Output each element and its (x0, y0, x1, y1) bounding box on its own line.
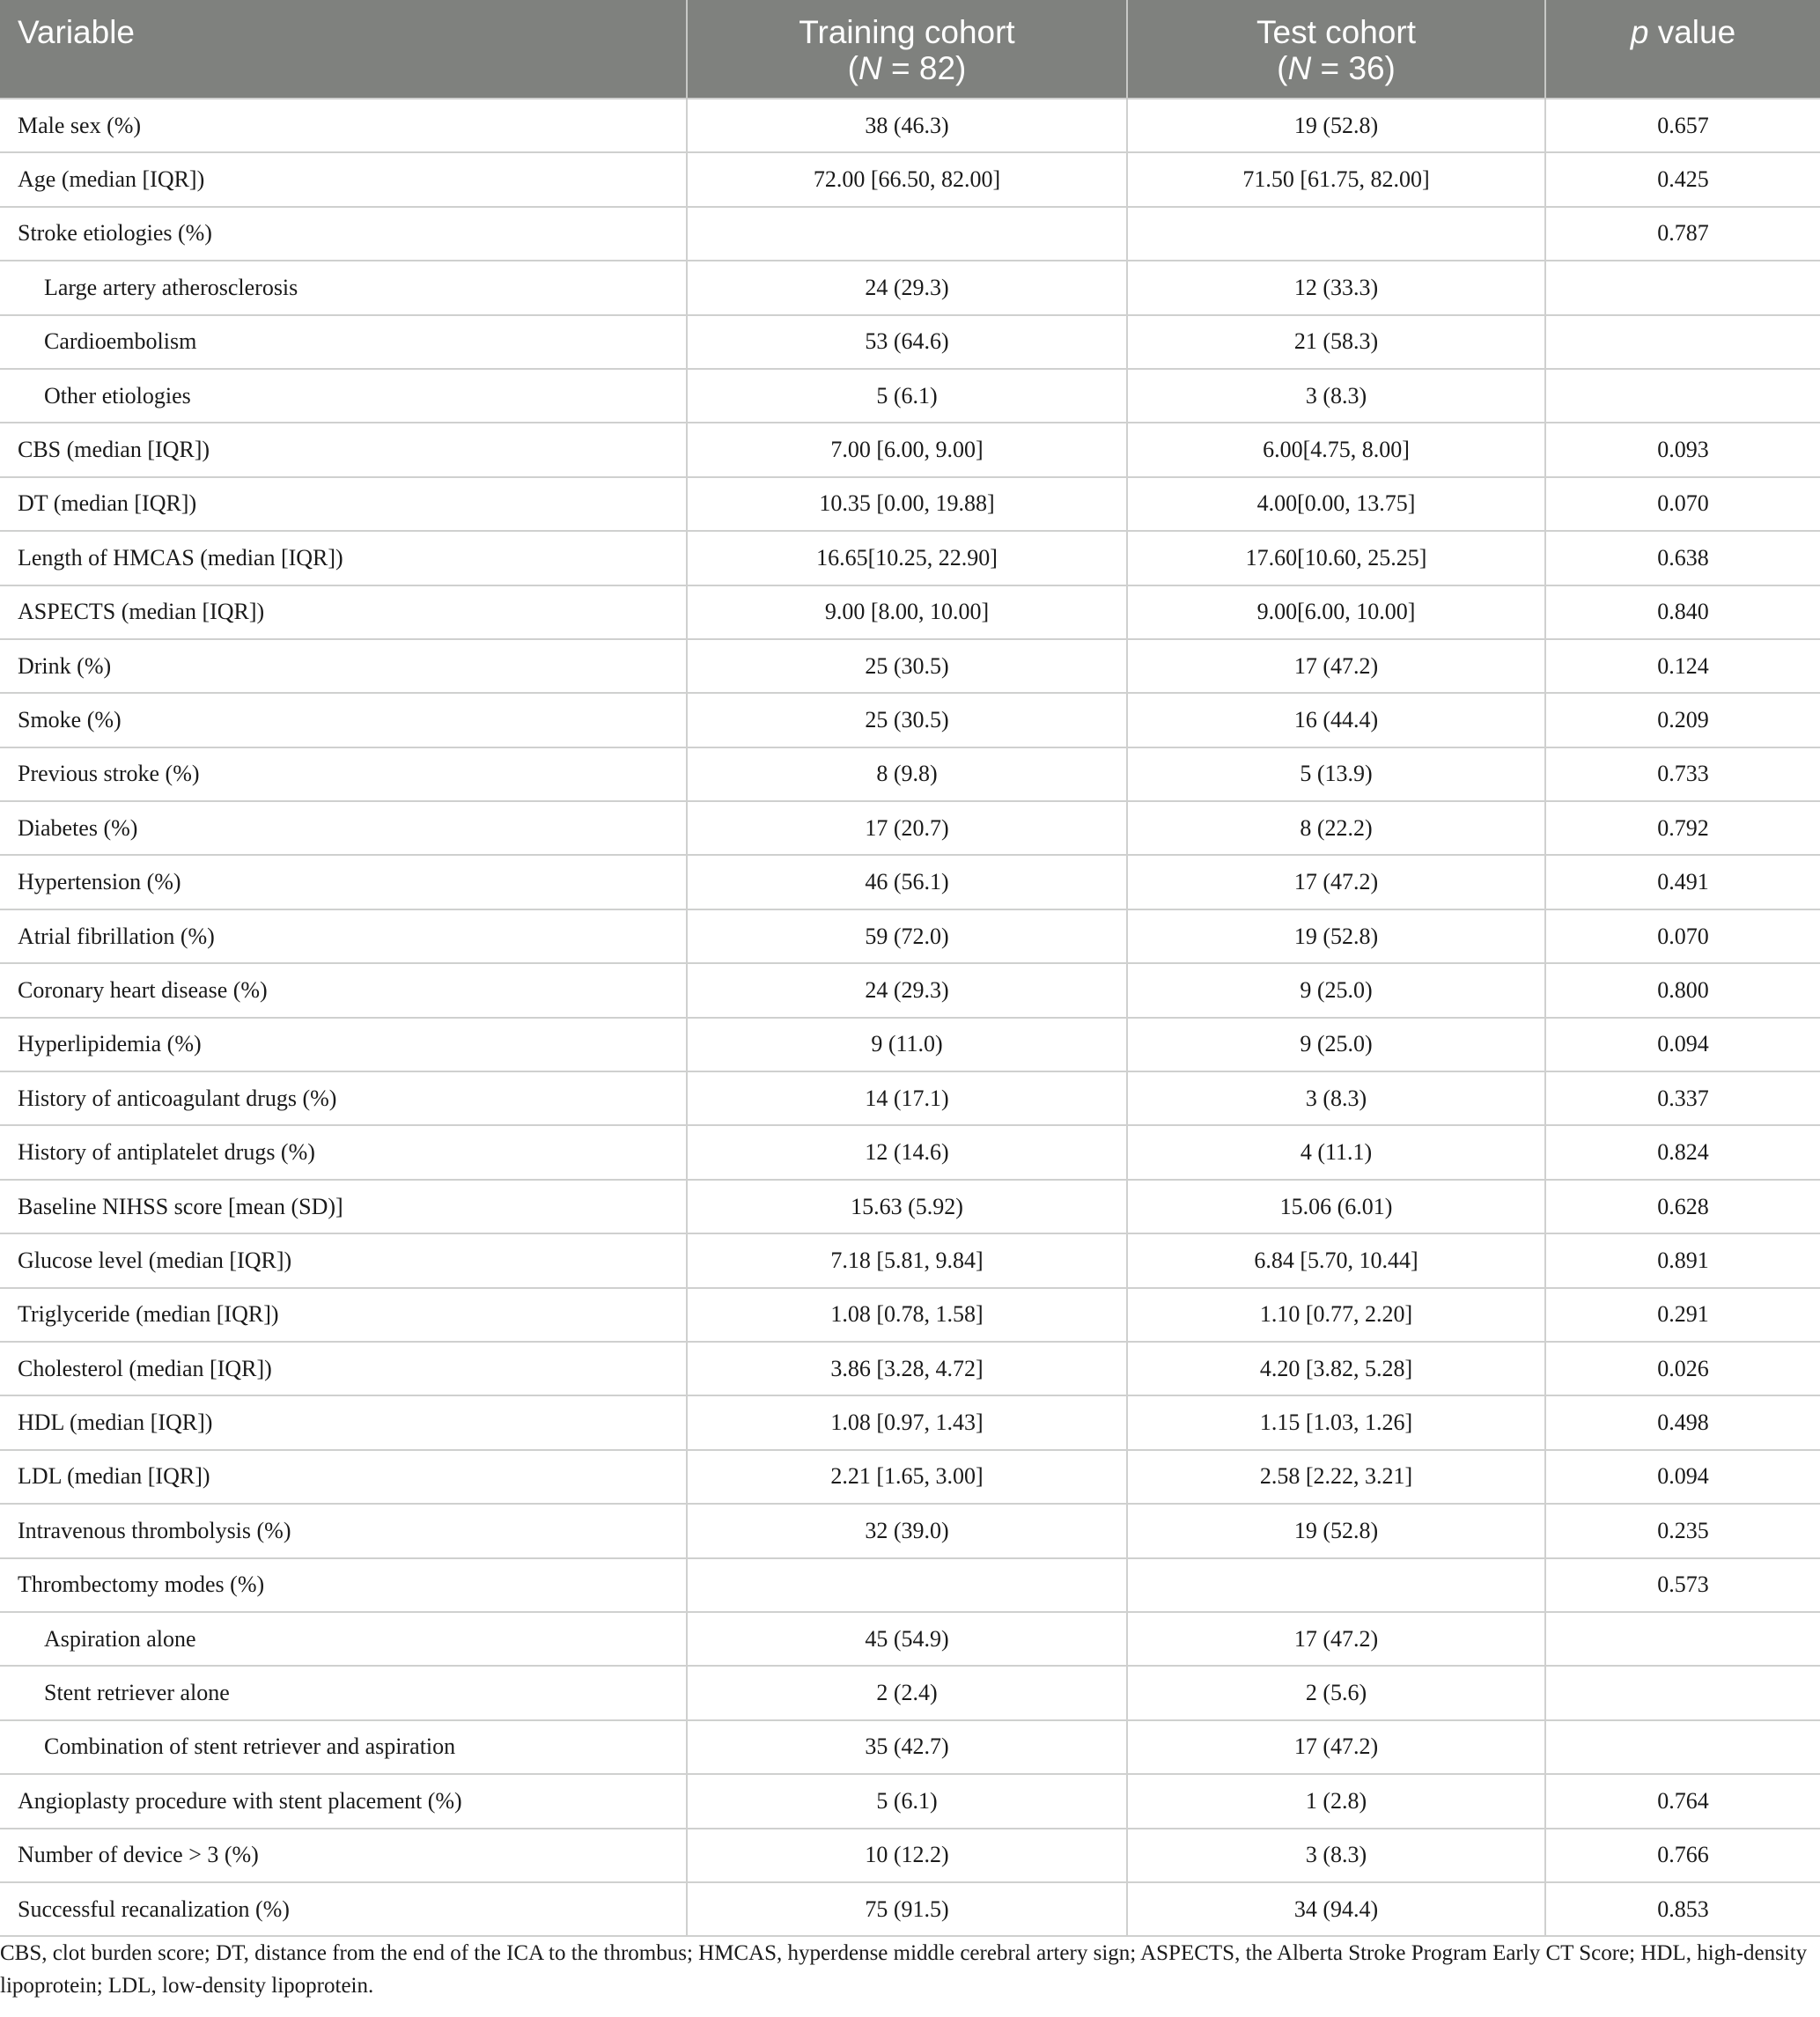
cell-test-cohort: 4.20 [3.82, 5.28] (1127, 1342, 1545, 1395)
cell-variable: Age (median [IQR]) (0, 152, 687, 206)
cell-test-cohort: 5 (13.9) (1127, 747, 1545, 801)
cell-p-value: 0.026 (1545, 1342, 1820, 1395)
cell-training-cohort: 25 (30.5) (687, 693, 1127, 747)
cell-test-cohort: 17.60[10.60, 25.25] (1127, 531, 1545, 585)
cell-training-cohort: 16.65[10.25, 22.90] (687, 531, 1127, 585)
cell-p-value: 0.094 (1545, 1450, 1820, 1504)
cell-test-cohort: 8 (22.2) (1127, 801, 1545, 855)
cell-p-value: 0.787 (1545, 207, 1820, 261)
cell-training-cohort: 14 (17.1) (687, 1071, 1127, 1125)
cell-test-cohort: 1 (2.8) (1127, 1774, 1545, 1828)
table-row (0, 1288, 1820, 1342)
cell-variable: Stent retriever alone (0, 1666, 687, 1719)
cell-variable: Diabetes (%) (0, 801, 687, 855)
header-test-cohort (1127, 0, 1545, 99)
table-row (0, 1018, 1820, 1071)
cell-p-value: 0.094 (1545, 1018, 1820, 1071)
cell-training-cohort: 5 (6.1) (687, 1774, 1127, 1828)
table-row (0, 207, 1820, 261)
cell-test-cohort (1127, 1558, 1545, 1612)
cell-p-value: 0.824 (1545, 1125, 1820, 1179)
cell-training-cohort: 10.35 [0.00, 19.88] (687, 477, 1127, 531)
cell-training-cohort: 45 (54.9) (687, 1612, 1127, 1666)
cell-training-cohort: 8 (9.8) (687, 747, 1127, 801)
cell-test-cohort: 19 (52.8) (1127, 99, 1545, 152)
cell-test-cohort: 2.58 [2.22, 3.21] (1127, 1450, 1545, 1504)
cell-p-value: 0.491 (1545, 855, 1820, 909)
cell-p-value (1545, 1720, 1820, 1774)
table-row (0, 1504, 1820, 1557)
table-row (0, 855, 1820, 909)
header-test-n-suffix: = 36) (1311, 50, 1396, 86)
cell-variable: Cholesterol (median [IQR]) (0, 1342, 687, 1395)
cell-test-cohort: 15.06 (6.01) (1127, 1180, 1545, 1233)
cell-variable: Coronary heart disease (%) (0, 963, 687, 1017)
cell-p-value: 0.235 (1545, 1504, 1820, 1557)
cell-test-cohort: 1.10 [0.77, 2.20] (1127, 1288, 1545, 1342)
cell-training-cohort: 35 (42.7) (687, 1720, 1127, 1774)
cell-test-cohort: 6.00[4.75, 8.00] (1127, 423, 1545, 476)
cell-variable: Drink (%) (0, 639, 687, 693)
header-training-label: Training cohort (799, 14, 1015, 50)
table-row (0, 369, 1820, 423)
cell-p-value: 0.124 (1545, 639, 1820, 693)
cell-p-value: 0.093 (1545, 423, 1820, 476)
cell-variable: Smoke (%) (0, 693, 687, 747)
cell-p-value: 0.764 (1545, 1774, 1820, 1828)
cell-variable: Hypertension (%) (0, 855, 687, 909)
cell-test-cohort: 6.84 [5.70, 10.44] (1127, 1233, 1545, 1287)
cell-training-cohort: 75 (91.5) (687, 1882, 1127, 1936)
header-test-n-italic: N (1287, 50, 1312, 86)
cell-training-cohort: 32 (39.0) (687, 1504, 1127, 1557)
table-row (0, 585, 1820, 639)
cell-variable: Large artery atherosclerosis (0, 261, 687, 314)
cell-p-value: 0.657 (1545, 99, 1820, 152)
table-row (0, 152, 1820, 206)
cell-p-value: 0.070 (1545, 909, 1820, 963)
cell-training-cohort: 7.18 [5.81, 9.84] (687, 1233, 1127, 1287)
cell-test-cohort: 17 (47.2) (1127, 639, 1545, 693)
cell-test-cohort: 4.00[0.00, 13.75] (1127, 477, 1545, 531)
cell-variable: Angioplasty procedure with stent placement (%) (0, 1774, 687, 1828)
header-row (0, 0, 1820, 99)
cell-test-cohort: 1.15 [1.03, 1.26] (1127, 1395, 1545, 1449)
cell-variable: DT (median [IQR]) (0, 477, 687, 531)
cell-p-value (1545, 1666, 1820, 1719)
table-row (0, 1558, 1820, 1612)
cell-variable: Stroke etiologies (%) (0, 207, 687, 261)
table-row (0, 801, 1820, 855)
cell-training-cohort: 46 (56.1) (687, 855, 1127, 909)
header-training-n-suffix: = 82) (881, 50, 967, 86)
table-row (0, 99, 1820, 152)
cell-p-value: 0.792 (1545, 801, 1820, 855)
cell-test-cohort: 9 (25.0) (1127, 963, 1545, 1017)
cell-variable: LDL (median [IQR]) (0, 1450, 687, 1504)
table-row (0, 1395, 1820, 1449)
cell-p-value: 0.733 (1545, 747, 1820, 801)
cell-training-cohort: 24 (29.3) (687, 261, 1127, 314)
cell-test-cohort: 34 (94.4) (1127, 1882, 1545, 1936)
cell-variable: ASPECTS (median [IQR]) (0, 585, 687, 639)
cell-test-cohort: 17 (47.2) (1127, 855, 1545, 909)
cell-variable: Glucose level (median [IQR]) (0, 1233, 687, 1287)
cell-p-value: 0.628 (1545, 1180, 1820, 1233)
cell-p-value: 0.425 (1545, 152, 1820, 206)
cell-test-cohort: 9 (25.0) (1127, 1018, 1545, 1071)
cell-training-cohort: 1.08 [0.97, 1.43] (687, 1395, 1127, 1449)
cell-test-cohort: 16 (44.4) (1127, 693, 1545, 747)
table-row (0, 1882, 1820, 1936)
table-row (0, 531, 1820, 585)
table-row (0, 315, 1820, 369)
cell-training-cohort: 10 (12.2) (687, 1829, 1127, 1882)
cell-p-value (1545, 369, 1820, 423)
cell-training-cohort: 12 (14.6) (687, 1125, 1127, 1179)
table-row (0, 1233, 1820, 1287)
cell-p-value: 0.209 (1545, 693, 1820, 747)
cell-test-cohort: 17 (47.2) (1127, 1612, 1545, 1666)
cell-p-value: 0.638 (1545, 531, 1820, 585)
table-row (0, 639, 1820, 693)
cell-p-value: 0.291 (1545, 1288, 1820, 1342)
header-training-n-prefix: ( (847, 50, 858, 86)
cell-training-cohort: 24 (29.3) (687, 963, 1127, 1017)
cell-test-cohort: 3 (8.3) (1127, 1071, 1545, 1125)
cell-p-value (1545, 315, 1820, 369)
cell-variable: Aspiration alone (0, 1612, 687, 1666)
table-row (0, 1125, 1820, 1179)
cell-test-cohort: 17 (47.2) (1127, 1720, 1545, 1774)
cell-variable: Length of HMCAS (median [IQR]) (0, 531, 687, 585)
cell-test-cohort: 21 (58.3) (1127, 315, 1545, 369)
table-row (0, 747, 1820, 801)
cell-variable: HDL (median [IQR]) (0, 1395, 687, 1449)
cell-variable: Triglyceride (median [IQR]) (0, 1288, 687, 1342)
cell-variable: Male sex (%) (0, 99, 687, 152)
header-training-cohort (687, 0, 1127, 99)
cell-variable: Hyperlipidemia (%) (0, 1018, 687, 1071)
table-row (0, 1666, 1820, 1719)
table-footnote: CBS, clot burden score; DT, distance from the end of the ICA to the thrombus; HMCAS, hyperdense middle cerebral artery sign; ASPECTS, the Alberta Stroke Program Early CT Score; HDL, high-density lipoprotein; LDL, low-density lipoprotein. (0, 1941, 1808, 1998)
cell-training-cohort: 38 (46.3) (687, 99, 1127, 152)
cell-variable: Other etiologies (0, 369, 687, 423)
cell-variable: Successful recanalization (%) (0, 1882, 687, 1936)
table-row (0, 1450, 1820, 1504)
cell-variable: Intravenous thrombolysis (%) (0, 1504, 687, 1557)
cell-p-value: 0.891 (1545, 1233, 1820, 1287)
cell-variable: Thrombectomy modes (%) (0, 1558, 687, 1612)
cell-p-value: 0.337 (1545, 1071, 1820, 1125)
cell-variable: Baseline NIHSS score [mean (SD)] (0, 1180, 687, 1233)
header-p-value (1545, 0, 1820, 99)
cell-training-cohort (687, 207, 1127, 261)
cell-test-cohort: 71.50 [61.75, 82.00] (1127, 152, 1545, 206)
cell-test-cohort: 2 (5.6) (1127, 1666, 1545, 1719)
cell-training-cohort: 25 (30.5) (687, 639, 1127, 693)
header-variable-label: Variable (18, 14, 136, 50)
table-row (0, 1612, 1820, 1666)
table-row (0, 1071, 1820, 1125)
table-row (0, 1829, 1820, 1882)
cell-variable: Atrial fibrillation (%) (0, 909, 687, 963)
cell-test-cohort: 3 (8.3) (1127, 1829, 1545, 1882)
cell-test-cohort: 12 (33.3) (1127, 261, 1545, 314)
cell-training-cohort: 17 (20.7) (687, 801, 1127, 855)
cell-training-cohort: 59 (72.0) (687, 909, 1127, 963)
table-body (0, 99, 1820, 1936)
table-row (0, 1180, 1820, 1233)
table-row (0, 963, 1820, 1017)
cell-training-cohort: 15.63 (5.92) (687, 1180, 1127, 1233)
cell-variable: History of anticoagulant drugs (%) (0, 1071, 687, 1125)
cell-training-cohort: 53 (64.6) (687, 315, 1127, 369)
table-row (0, 909, 1820, 963)
cell-p-value: 0.800 (1545, 963, 1820, 1017)
cell-test-cohort: 9.00[6.00, 10.00] (1127, 585, 1545, 639)
header-p-suffix: value (1648, 14, 1736, 50)
cell-variable: History of antiplatelet drugs (%) (0, 1125, 687, 1179)
table-header (0, 0, 1820, 99)
cell-variable: Cardioembolism (0, 315, 687, 369)
table-row (0, 1720, 1820, 1774)
table-row (0, 477, 1820, 531)
cell-p-value: 0.766 (1545, 1829, 1820, 1882)
cell-test-cohort: 4 (11.1) (1127, 1125, 1545, 1179)
cell-training-cohort: 1.08 [0.78, 1.58] (687, 1288, 1127, 1342)
cell-p-value: 0.070 (1545, 477, 1820, 531)
cell-variable: Previous stroke (%) (0, 747, 687, 801)
header-p-italic: p (1630, 14, 1649, 50)
cell-p-value (1545, 1612, 1820, 1666)
cell-training-cohort: 5 (6.1) (687, 369, 1127, 423)
header-variable (0, 0, 687, 99)
cell-training-cohort: 72.00 [66.50, 82.00] (687, 152, 1127, 206)
table-row (0, 423, 1820, 476)
cell-test-cohort (1127, 207, 1545, 261)
cell-p-value: 0.573 (1545, 1558, 1820, 1612)
cell-training-cohort: 2 (2.4) (687, 1666, 1127, 1719)
cell-test-cohort: 19 (52.8) (1127, 1504, 1545, 1557)
header-test-n-prefix: ( (1277, 50, 1288, 86)
table-row (0, 1774, 1820, 1828)
cell-training-cohort: 7.00 [6.00, 9.00] (687, 423, 1127, 476)
cell-p-value (1545, 261, 1820, 314)
cell-test-cohort: 3 (8.3) (1127, 369, 1545, 423)
table-row (0, 1342, 1820, 1395)
cell-variable: Number of device > 3 (%) (0, 1829, 687, 1882)
cell-variable: CBS (median [IQR]) (0, 423, 687, 476)
cell-test-cohort: 19 (52.8) (1127, 909, 1545, 963)
cell-training-cohort: 9.00 [8.00, 10.00] (687, 585, 1127, 639)
cell-training-cohort (687, 1558, 1127, 1612)
cell-training-cohort: 9 (11.0) (687, 1018, 1127, 1071)
cell-p-value: 0.853 (1545, 1882, 1820, 1936)
cell-training-cohort: 3.86 [3.28, 4.72] (687, 1342, 1127, 1395)
cell-variable: Combination of stent retriever and aspiration (0, 1720, 687, 1774)
table-row (0, 261, 1820, 314)
cell-p-value: 0.498 (1545, 1395, 1820, 1449)
cell-p-value: 0.840 (1545, 585, 1820, 639)
header-training-n-italic: N (858, 50, 882, 86)
header-test-label: Test cohort (1256, 14, 1416, 50)
table-row (0, 693, 1820, 747)
cell-training-cohort: 2.21 [1.65, 3.00] (687, 1450, 1127, 1504)
